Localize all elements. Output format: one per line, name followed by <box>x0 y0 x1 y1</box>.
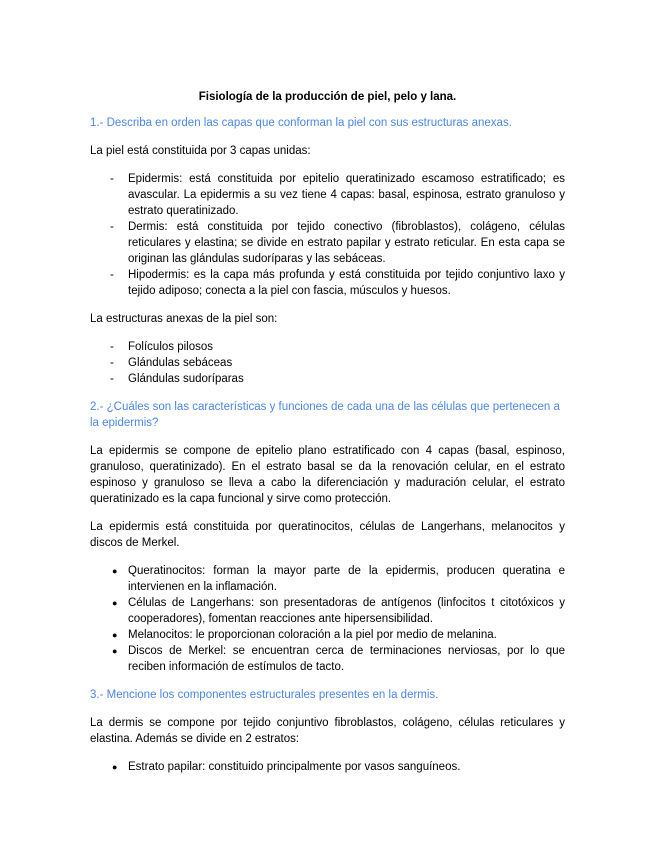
list-item <box>90 371 565 387</box>
bullet-marker: ● <box>112 646 118 656</box>
list-item <box>90 267 565 299</box>
annex-structures-list <box>90 339 565 387</box>
bullet-marker: ● <box>112 598 118 608</box>
list-item <box>90 171 565 219</box>
epidermis-cells-list <box>90 563 565 675</box>
dash-marker: - <box>110 373 114 385</box>
list-item-text: Hipodermis: es la capa más profunda y está constituida por tejido conjuntivo laxo y tejido adiposo; conecta a la piel con fascia, músculos y huesos. <box>128 269 565 297</box>
question-1-heading: 1.- Describa en orden las capas que conforman la piel con sus estructuras anexas. <box>90 117 512 129</box>
list-item <box>90 595 565 627</box>
list-item-text: Queratinocitos: forman la mayor parte de la epidermis, producen queratina e intervienen en la inflamación. <box>128 565 565 593</box>
list-item <box>90 339 565 355</box>
q2-paragraph-2: La epidermis está constituida por queratinocitos, células de Langerhans, melanocitos y discos de Merkel. <box>90 521 565 549</box>
list-item-text: Estrato papilar: constituido principalmente por vasos sanguíneos. <box>128 761 461 773</box>
dash-marker: - <box>110 341 114 353</box>
dash-marker: - <box>110 173 114 185</box>
document-title: Fisiología de la producción de piel, pelo y lana. <box>198 91 457 103</box>
bullet-marker: ● <box>112 566 118 576</box>
dermis-strata-list <box>90 759 565 775</box>
q1-annex-intro: La estructuras anexas de la piel son: <box>90 313 278 325</box>
list-item <box>90 219 565 267</box>
list-item-text: Epidermis: está constituida por epitelio queratinizado escamoso estratificado; es avascular. La epidermis a su vez tiene 4 capas: basal, espinosa, estrato granuloso y estrato queratinizado. <box>128 173 565 217</box>
dash-marker: - <box>110 221 114 233</box>
q1-intro-paragraph: La piel está constituida por 3 capas unidas: <box>90 145 311 157</box>
list-item-text: Dermis: está constituida por tejido conectivo (fibroblastos), colágeno, células reticulares y elastina; se divide en estrato papilar y estrato reticular. En esta capa se originan las glándulas sudoríparas y las sebáceas. <box>128 221 565 265</box>
list-item <box>90 563 565 595</box>
q3-paragraph-1: La dermis se compone por tejido conjuntivo fibroblastos, colágeno, células reticulares y elastina. Además se divide en 2 estratos: <box>90 717 565 745</box>
dash-marker: - <box>110 269 114 281</box>
q2-paragraph-1: La epidermis se compone de epitelio plano estratificado con 4 capas (basal, espinoso, granuloso, queratinizado). En el estrato basal se da la renovación celular, en el estrato espinoso y granuloso se lleva a cabo la diferenciación y maduración celular, el estrato queratinizado es la capa funcional y sirve como protección. <box>90 445 565 505</box>
dash-marker: - <box>110 357 114 369</box>
list-item-text: Melanocitos: le proporcionan coloración a la piel por medio de melanina. <box>128 629 497 641</box>
list-item <box>90 643 565 675</box>
list-item-text: Folículos pilosos <box>128 341 214 353</box>
list-item-text: Discos de Merkel: se encuentran cerca de terminaciones nerviosas, por lo que reciben información de estímulos de tacto. <box>128 645 565 673</box>
list-item <box>90 627 565 643</box>
bullet-marker: ● <box>112 630 118 640</box>
list-item <box>90 759 565 775</box>
question-2-heading: 2.- ¿Cuáles son las características y funciones de cada una de las células que pertenecen a la epidermis? <box>90 401 560 429</box>
bullet-marker: ● <box>112 762 118 772</box>
list-item <box>90 355 565 371</box>
question-3-heading: 3.- Mencione los componentes estructurales presentes en la dermis. <box>90 689 439 701</box>
list-item-text: Glándulas sudoríparas <box>128 373 244 385</box>
list-item-text: Glándulas sebáceas <box>128 357 233 369</box>
list-item-text: Células de Langerhans: son presentadoras de antígenos (linfocitos t citotóxicos y cooperadores), fomentan reacciones ante hipersensibilidad. <box>128 597 565 625</box>
skin-layers-list <box>90 171 565 299</box>
